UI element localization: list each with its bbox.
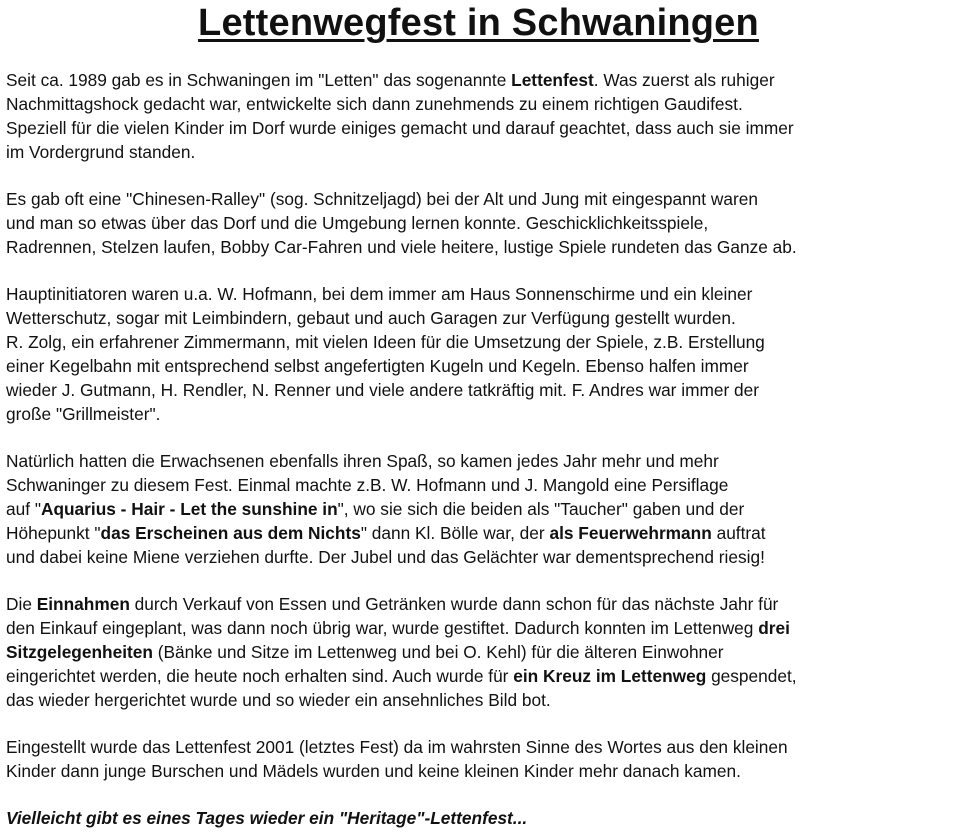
bold-sitzgelegenheiten: Sitzgelegenheiten <box>6 642 153 662</box>
text-line: eingerichtet werden, die heute noch erhalten sind. Auch wurde für ein Kreuz im Lettenweg gespendet, <box>6 666 797 686</box>
text-line: und man so etwas über das Dorf und die Umgebung lernen konnte. Geschicklichkeitsspiele, <box>6 213 709 233</box>
text-line: wieder J. Gutmann, H. Rendler, N. Renner und viele andere tatkräftig mit. F. Andres war immer der <box>6 380 760 400</box>
text-line: Es gab oft eine "Chinesen-Ralley" (sog. Schnitzeljagd) bei der Alt und Jung mit eingespannt waren <box>6 189 758 209</box>
paragraph-games <box>6 187 954 259</box>
text-line: Seit ca. 1989 gab es in Schwaningen im "Letten" das sogenannte Lettenfest. Was zuerst als ruhiger <box>6 70 775 90</box>
text-line: große "Grillmeister". <box>6 404 161 424</box>
text-line: Radrennen, Stelzen laufen, Bobby Car-Fahren und viele heitere, lustige Spiele rundeten das Ganze ab. <box>6 237 797 257</box>
text-line: im Vordergrund standen. <box>6 142 196 162</box>
text-line: R. Zolg, ein erfahrener Zimmermann, mit vielen Ideen für die Umsetzung der Spiele, z.B. Erstellung <box>6 332 765 352</box>
bold-aquarius: Aquarius - Hair - Let the sunshine in <box>40 499 338 519</box>
bold-einnahmen: Einnahmen <box>36 594 130 614</box>
text-line: Natürlich hatten die Erwachsenen ebenfalls ihren Spaß, so kamen jedes Jahr mehr und mehr <box>6 451 719 471</box>
bold-erscheinen: das Erscheinen aus dem Nichts <box>100 523 361 543</box>
text-line: Kinder dann junge Burschen und Mädels wurden und keine kleinen Kinder mehr danach kamen. <box>6 761 741 781</box>
text-line: Schwaninger zu diesem Fest. Einmal machte z.B. W. Hofmann und J. Mangold eine Persiflage <box>6 475 729 495</box>
text-line: Hauptinitiatoren waren u.a. W. Hofmann, bei dem immer am Haus Sonnenschirme und ein kleiner <box>6 284 753 304</box>
text-line: und dabei keine Miene verziehen durfte. Der Jubel und das Gelächter war dementsprechend riesig! <box>6 547 765 567</box>
paragraph-income <box>6 592 954 712</box>
text-line: Sitzgelegenheiten (Bänke und Sitze im Lettenweg und bei O. Kehl) für die älteren Einwohner <box>6 642 724 662</box>
text-line: Wetterschutz, sogar mit Leimbindern, gebaut und auch Garagen zur Verfügung gestellt wurden. <box>6 308 736 328</box>
bold-feuerwehrmann: als Feuerwehrmann <box>549 523 712 543</box>
bold-kreuz: ein Kreuz im Lettenweg <box>513 666 707 686</box>
bold-drei: drei <box>758 618 790 638</box>
text-line: Speziell für die vielen Kinder im Dorf wurde einiges gemacht und darauf geachtet, dass auch sie immer <box>6 118 794 138</box>
bold-lettenfest: Lettenfest <box>511 70 594 90</box>
paragraph-intro <box>6 68 954 164</box>
text-line: den Einkauf eingeplant, was dann noch übrig war, wurde gestiftet. Dadurch konnten im Lettenweg drei <box>6 618 790 638</box>
text-line: Höhepunkt "das Erscheinen aus dem Nichts" dann Kl. Bölle war, der als Feuerwehrmann auftrat <box>6 523 766 543</box>
paragraph-adults <box>6 449 954 569</box>
text-line: Eingestellt wurde das Lettenfest 2001 (letztes Fest) da im wahrsten Sinne des Wortes aus den kleinen <box>6 737 788 757</box>
text-line: Die Einnahmen durch Verkauf von Essen und Getränken wurde dann schon für das nächste Jahr für <box>6 594 779 614</box>
text-line: Nachmittagshock gedacht war, entwickelte sich dann zunehmends zu einem richtigen Gaudifest. <box>6 94 743 114</box>
text-line: einer Kegelbahn mit entsprechend selbst angefertigten Kugeln und Kegeln. Ebenso halfen immer <box>6 356 749 376</box>
paragraph-initiators <box>6 282 954 426</box>
text-line: das wieder hergerichtet wurde und so wieder ein ansehnliches Bild bot. <box>6 690 551 710</box>
closing-line: Vielleicht gibt es eines Tages wieder ein "Heritage"-Lettenfest... <box>6 808 528 828</box>
paragraph-ending <box>6 735 954 783</box>
text-line: auf "Aquarius - Hair - Let the sunshine in", wo sie sich die beiden als "Taucher" gaben und der <box>6 499 745 519</box>
page-title: Lettenwegfest in Schwaningen <box>198 2 759 44</box>
